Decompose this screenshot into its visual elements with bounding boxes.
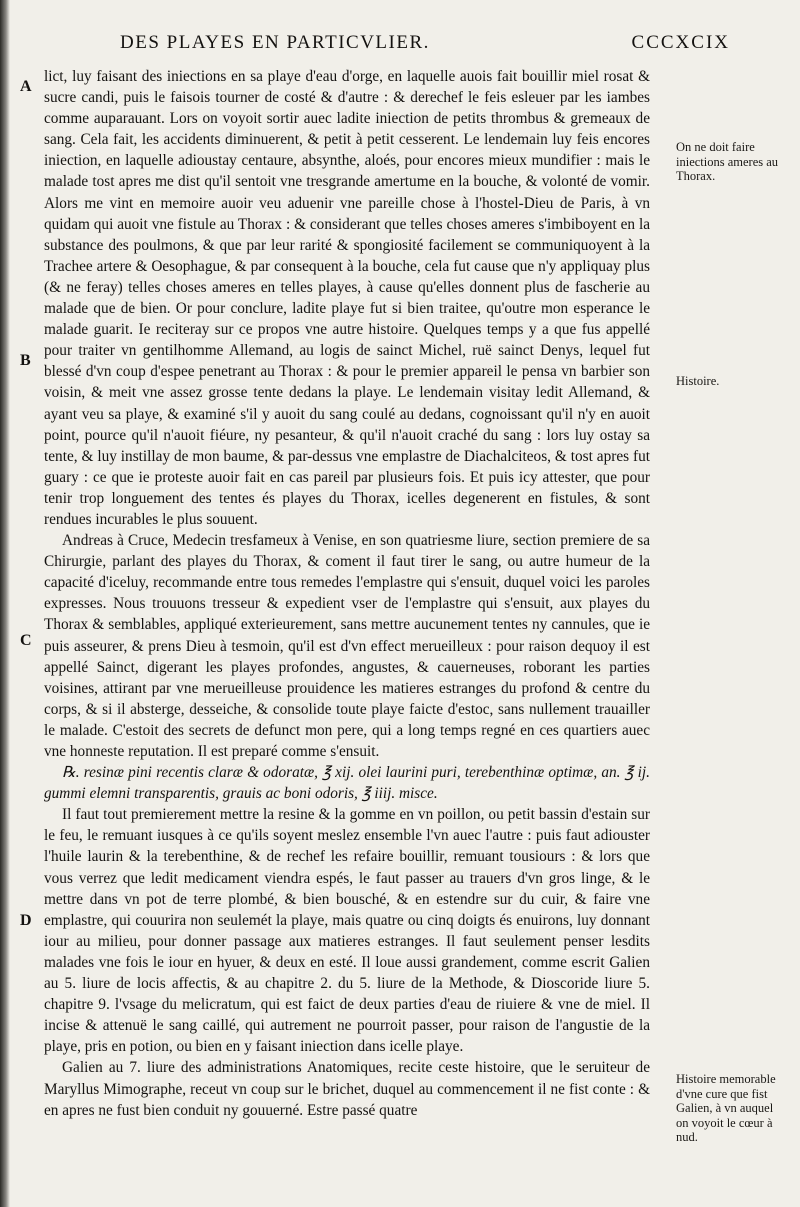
margin-letter-a: A bbox=[20, 78, 32, 95]
margin-note-histoire: Histoire. bbox=[676, 374, 720, 388]
paragraph-2: Andreas à Cruce, Medecin tresfameux à Venise, en son quatriesme liure, section premiere de sa Chirurgie, parlant des playes du Thorax, & coment il faut tirer le sang, ou autre humeur de la capacité d'iceluy, recommande entre tous remedes l'emplastre qui s'ensuit, duquel voici les paroles expresses. Nous trouuons tresseur & expedient vser de l'emplastre qui s'ensuit, aux playes du Thorax & semblables, appliqué exterieurement, sans mettre aucunement tentes ny cannules, que ie puis asseurer, & prens Dieu à tesmoin, qu'il est d'vn effect merueilleux : pour raison dequoy il est appellé Sainct, digerant les playes profondes, angustes, & cauerneuses, roborant les parties voisines, attirant par vne merueilleuse prouidence les matieres estranges du profond & centre du corps, & si il absterge, desseiche, & consolide toute playe faicte d'estoc, sans nullement trauailler le malade. C'estoit des secrets de defunct mon pere, qui a long temps regné en ces quartiers auec vne honneste reputation. Il est preparé comme s'ensuit. bbox=[44, 532, 650, 760]
paragraph-5: Galien au 7. liure des administrations Anatomiques, recite ceste histoire, que le seruiteur de Maryllus Mimographe, receut vn coup sur le brichet, duquel au commencement il ne fist conte : & en apres ne fust bien conduit ny gouuerné. Estre passé quatre bbox=[44, 1059, 650, 1119]
recipe-paragraph: ℞. resinæ pini recentis claræ & odoratæ, ℥ xij. olei laurini puri, terebenthinæ optimæ, an. ℥ ij. gummi elemni transparentis, grauis ac boni odoris, ℥ iiij. misce. bbox=[44, 764, 650, 803]
margin-note-galien: Histoire memorable d'vne cure que fist Galien, à vn auquel on voyoit le cœur à nud. bbox=[676, 1072, 776, 1144]
margin-letter-d: D bbox=[20, 912, 32, 929]
folio-number: CCCXCIX bbox=[631, 32, 730, 53]
margin-letter-c: C bbox=[20, 632, 32, 649]
paragraph-4: Il faut tout premierement mettre la resine & la gomme en vn poillon, ou petit bassin d'estain sur le feu, le remuant iusques à ce qu'ils soyent meslez ensemble l'vn auec l'autre : puis faut adiouster l'huile laurin & la terebenthine, & de rechef les refaire bouillir, remuant tousiours : & lors que vous verrez que ledit medicament viendra espés, le faut passer au trauers d'vn gros linge, & le mettre dans vn pot de terre plombé, & bien bousché, & en estendre sur du cuir, & faire vne emplastre, qui couurira non seulemét la playe, mais quatre ou cinq doigts és enuirons, luy donnant iour au milieu, pour donner passage aux matieres estranges. Il faut seulement penser lesdits malades vne fois le iour en hyuer, & deux en esté. Il loue aussi grandement, comme escrit Galien au 5. liure de locis affectis, & au chapitre 2. du 5. liure de la Methode, & Dioscoride liure 5. chapitre 9. l'vsage du melicratum, qui est faict de deux parties d'eau de riuiere & vne de miel. Il incise & attenuë le sang caillé, qui autrement ne pourroit passer, pour raison de l'angustie de la playe, pris en potion, ou bien en y faisant iniection dans icelle playe. bbox=[44, 806, 650, 1056]
running-title: DES PLAYES EN PARTICVLIER. bbox=[120, 32, 430, 53]
main-text bbox=[44, 66, 650, 1121]
binding-gutter bbox=[0, 0, 10, 1207]
paragraph-1: lict, luy faisant des iniections en sa playe d'eau d'orge, en laquelle auois fait bouillir miel rosat & sucre candi, puis le faisois tourner de costé & d'autre : & derechef le feis esleuer par les iambes comme auparauant. Lors on voyoit sortir auec ladite iniection de petits thrombus & gremeaux de sang. Cela fait, les accidents diminuerent, & petit à petit cesserent. Le lendemain luy feis encores iniection, en laquelle adioustay centaure, absynthe, aloés, pour encores mieux mundifier : mais le malade tost apres me dist qu'il sentoit vne tresgrande amertume en la bouche, & volonté de vomir. Alors me vint en memoire auoir veu aduenir vne pareille chose à l'hostel-Dieu de Paris, à vn quidam qui auoit vne fistule au Thorax : & considerant que telles choses ameres s'imbiboyent en la substance des poulmons, & que par leur rarité & spongiosité facilement se communiquoyent à la Trachee artere & Oesophague, & par consequent à la bouche, cela fut cause que n'y appliquay plus (& ne feray) telles choses ameres en telles playes, à cause qu'elles donnent plus de fascherie au malade que de bien. Or pour conclure, ladite playe fut si bien traitee, qu'outre mon esperance le malade guarit. Ie reciteray sur ce propos vne autre histoire. Quelques temps y a que fus appellé pour traiter vn gentilhomme Allemand, au logis de sainct Michel, ruë sainct Denys, lequel fut blessé d'vn coup d'espee penetrant au Thorax : & pour le premier appareil le pensa vn barbier son voisin, & meit vne assez grosse tente dedans la playe. Le lendemain visitay ledit Allemand, & ayant veu sa playe, & examiné s'il y auoit du sang coulé au dedans, cognoissant qu'il n'y en auoit point, pource qu'il n'auoit fiéure, ny pesanteur, & qu'il n'auoit craché du sang : lors luy ostay sa tente, & luy instillay de mon baume, & par-dessus vne emplastre de Diachalciteos, & tost apres fut guary : ce que ie proteste auoir fait en cas pareil par plusieurs fois. Et puis icy attester, que pour tenir trop longuement des tentes és playes du Thorax, icelles degenerent en fistules, & sont rendues incurables le plus souuent. bbox=[44, 68, 650, 528]
margin-letter-b: B bbox=[20, 352, 31, 369]
margin-note-iniections: On ne doit faire iniections ameres au Thorax. bbox=[676, 140, 779, 183]
running-header bbox=[120, 32, 730, 54]
